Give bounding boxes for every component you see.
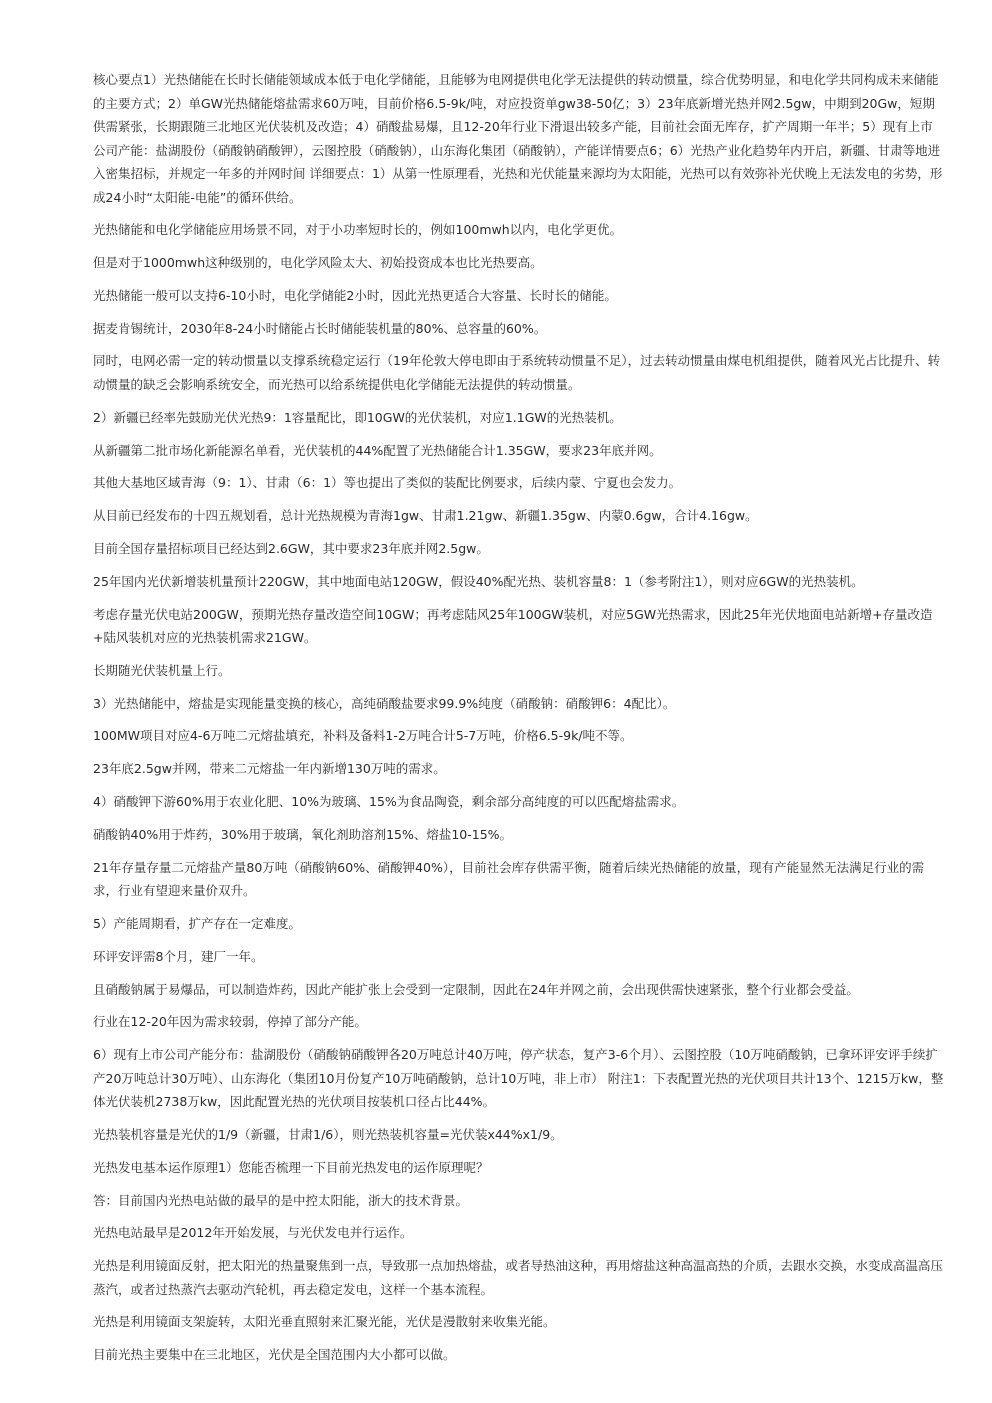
document-body xyxy=(93,68,945,1376)
body-paragraph: 但是对于1000mwh这种级别的，电化学风险太大、初始投资成本也比光热要高。 xyxy=(93,255,543,271)
section-heading: 光热发电基本运作原理1）您能否梳理一下目前光热发电的运作原理呢？ xyxy=(93,1159,489,1175)
body-paragraph: 25年国内光伏新增装机量预计220GW，其中地面电站120GW，假设40%配光热、装机容量8：1（参考附注1），则对应6GW的光热装机。 xyxy=(93,573,864,589)
body-paragraph: 据麦肯锡统计，2030年8-24小时储能占长时储能装机量的80%、总容量的60%。 xyxy=(93,320,547,336)
body-paragraph: 目前全国存量招标项目已经达到2.6GW，其中要求23年底并网2.5gw。 xyxy=(93,540,489,556)
body-paragraph: 23年底2.5gw并网，带来二元熔盐一年内新增130万吨的需求。 xyxy=(93,761,446,777)
body-paragraph: 从目前已经发布的十四五规划看，总计光热规模为青海1gw、甘肃1.21gw、新疆1.35gw、内蒙0.6gw，合计4.16gw。 xyxy=(93,508,758,524)
body-paragraph: 同时，电网必需一定的转动惯量以支撑系统稳定运行（19年伦敦大停电即由于系统转动惯量不足），过去转动惯量由煤电机组提供，随着风光占比提升、转动惯量的缺乏会影响系统安全，而光热可以给系统提供电化学储能无法提供的转动惯量。 xyxy=(93,353,941,392)
body-paragraph: 环评安评需8个月，建厂一年。 xyxy=(93,948,264,964)
body-paragraph: 从新疆第二批市场化新能源名单看，光伏装机的44%配置了光热储能合计1.35GW，要求23年底并网。 xyxy=(93,442,662,458)
body-paragraph: 光热储能和电化学储能应用场景不同，对于小功率短时长的，例如100mwh以内，电化学更优。 xyxy=(93,222,623,238)
body-paragraph: 且硝酸钠属于易爆品，可以制造炸药，因此产能扩张上会受到一定限制，因此在24年并网之前，会出现供需快速紧张，整个行业都会受益。 xyxy=(93,981,859,997)
body-paragraph: 行业在12-20年因为需求较弱，停掉了部分产能。 xyxy=(93,1014,367,1030)
body-paragraph: 100MW项目对应4-6万吨二元熔盐填充，补料及备料1-2万吨合计5-7万吨，价格6.5-9k/吨不等。 xyxy=(93,728,633,744)
body-paragraph: 目前光热主要集中在三北地区，光伏是全国范围内大小都可以做。 xyxy=(93,1347,456,1363)
body-paragraph: 光热装机容量是光伏的1/9（新疆，甘肃1/6），则光热装机容量=光伏装x44%x1/9。 xyxy=(93,1126,563,1142)
body-paragraph: 光热是利用镜面支架旋转，太阳光垂直照射来汇聚光能，光伏是漫散射来收集光能。 xyxy=(93,1314,556,1330)
body-paragraph: 光热是利用镜面反射，把太阳光的热量聚焦到一点，导致那一点加热熔盐，或者导热油这种，再用熔盐这种高温高热的介质，去跟水交换，水变成高温高压蒸汽，或者过热蒸汽去驱动汽轮机，再去稳定发电，这样一个基本流程。 xyxy=(93,1258,944,1297)
body-paragraph: 光热储能一般可以支持6-10小时，电化学储能2小时，因此光热更适合大容量、长时长的储能。 xyxy=(93,287,617,303)
body-paragraph: 其他大基地区域青海（9：1）、甘肃（6：1）等也提出了类似的装配比例要求，后续内蒙、宁夏也会发力。 xyxy=(93,475,682,491)
key-points-paragraph: 核心要点1）光热储能在长时长储能领域成本低于电化学储能，且能够为电网提供电化学无法提供的转动惯量，综合优势明显，和电化学共同构成未来储能的主要方式；2）单GW光热储能熔盐需求60万吨，目前价格6.5-9k/吨，对应投资单gw38-50亿；3）23年底新增光热并网2.5gw，中期到20Gw，短期供需紧张，长期跟随三北地区光伏装机及改造；4）硝酸盐易爆，且12-20年行业下滑退出较多产能，目前社会面无库存，扩产周期一年半；5）现有上市公司产能：盐湖股份（硝酸钠硝酸钾），云图控股（硝酸钠），山东海化集团（硝酸钠），产能详情要点6；6）光热产业化趋势年内开启，新疆、甘肃等地进入密集招标，并规定一年多的并网时间 详细要点：1）从第一性原理看，光热和光伏能量来源均为太阳能，光热可以有效弥补光伏晚上无法发电的劣势，形成24小时“太阳能-电能”的循环供给。 xyxy=(93,72,943,205)
body-paragraph: 3）光热储能中，熔盐是实现能量变换的核心，高纯硝酸盐要求99.9%纯度（硝酸钠：硝酸钾6：4配比）。 xyxy=(93,695,676,711)
body-paragraph: 长期随光伏装机量上行。 xyxy=(93,662,231,678)
body-paragraph: 答：目前国内光热电站做的最早的是中控太阳能，浙大的技术背景。 xyxy=(93,1192,469,1208)
body-paragraph: 硝酸钠40%用于炸药，30%用于玻璃，氧化剂助溶剂15%、熔盐10-15%。 xyxy=(93,826,513,842)
body-paragraph: 21年存量存量二元熔盐产量80万吨（硝酸钠60%、硝酸钾40%），目前社会库存供需平衡，随着后续光热储能的放量，现有产能显然无法满足行业的需求，行业有望迎来量价双升。 xyxy=(93,859,925,899)
body-paragraph: 2）新疆已经率先鼓励光伏光热9：1容量配比，即10GW的光伏装机，对应1.1GW的光热装机。 xyxy=(93,409,622,425)
body-paragraph: 考虑存量光伏电站200GW，预期光热存量改造空间10GW；再考虑陆风25年100GW装机，对应5GW光热需求，因此25年光伏地面电站新增+存量改造+陆风装机对应的光热装机需求21GW。 xyxy=(93,606,933,646)
body-paragraph: 5）产能周期看，扩产存在一定难度。 xyxy=(93,915,301,931)
body-paragraph: 6）现有上市公司产能分布：盐湖股份（硝酸钠硝酸钾各20万吨总计40万吨，停产状态，复产3-6个月）、云图控股（10万吨硝酸钠，已拿环评安评手续扩产20万吨总计30万吨）、山东海化（集团10月份复产10万吨硝酸钠，总计10万吨，非上市） 附注1：下表配置光热的光伏项目共计13个、1215万kw，整体光伏装机2738万kw，因此配置光热的光伏项目按装机口径占比44%。 xyxy=(93,1047,944,1110)
body-paragraph: 4）硝酸钾下游60%用于农业化肥、10%为玻璃、15%为食品陶瓷，剩余部分高纯度的可以匹配熔盐需求。 xyxy=(93,794,685,810)
body-paragraph: 光热电站最早是2012年开始发展，与光伏发电并行运作。 xyxy=(93,1225,413,1241)
